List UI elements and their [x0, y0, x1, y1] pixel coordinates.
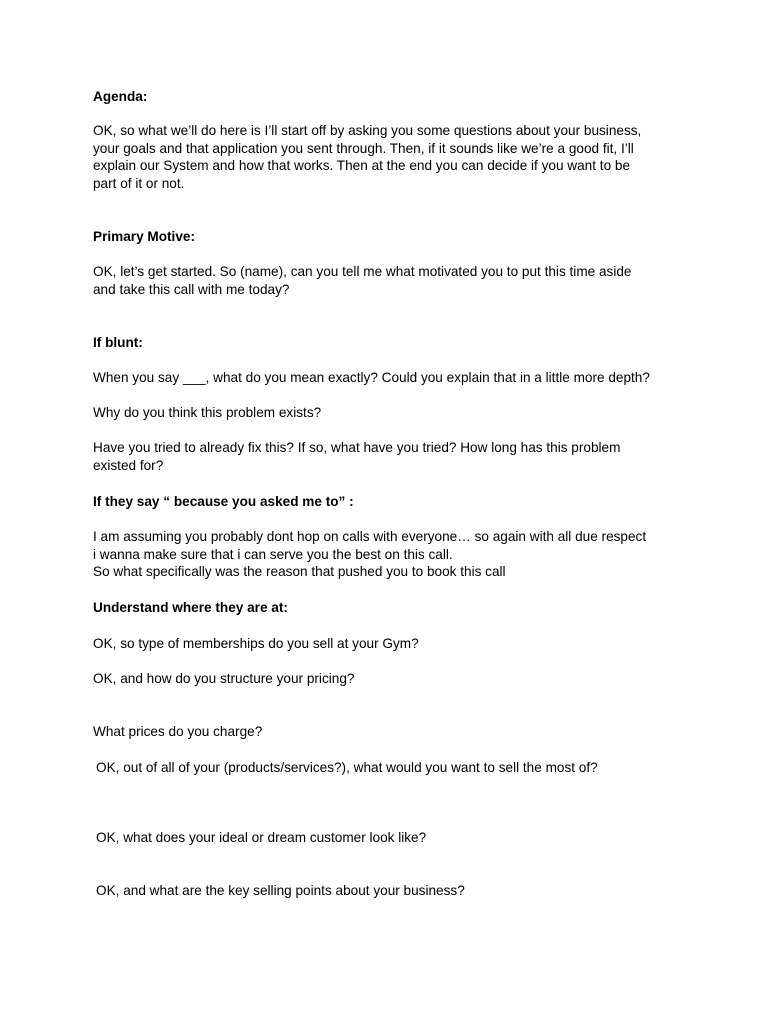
agenda-text: OK, so what we’ll do here is I’ll start off by asking you some questions about your business, your goals and that application you sent through. Then, if it sounds like we’re a good fit, I’ll explain our System and how that works. Then at the end you can decide if you want to be part of it or not. — [93, 123, 642, 191]
understand-question-4: OK, out of all of your (products/services?), what would you want to sell the most of? — [96, 760, 598, 775]
understand-question-3: What prices do you charge? — [93, 724, 263, 739]
primary-motive-text: OK, let’s get started. So (name), can you tell me what motivated you to put this time aside and take this call with me today? — [93, 264, 632, 297]
understand-question-2: OK, and how do you structure your pricing? — [93, 671, 355, 686]
understand-question-6: OK, and what are the key selling points about your business? — [96, 883, 465, 898]
if-blunt-heading: If blunt: — [93, 335, 143, 350]
agenda-heading: Agenda: — [93, 89, 148, 104]
primary-motive-heading: Primary Motive: — [93, 229, 195, 244]
if-blunt-question-1: When you say ___, what do you mean exactly? Could you explain that in a little more depth? — [93, 370, 650, 385]
because-text: I am assuming you probably dont hop on calls with everyone… so again with all due respect i wanna make sure that i can serve you the best on this call. So what specifically was the reason that pushed you to book this call — [93, 529, 647, 580]
understand-question-5: OK, what does your ideal or dream customer look like? — [96, 830, 427, 845]
because-heading: If they say “ because you asked me to” : — [93, 494, 354, 509]
if-blunt-question-2: Why do you think this problem exists? — [93, 405, 322, 420]
if-blunt-question-3: Have you tried to already fix this? If so, what have you tried? How long has this problem existed for? — [93, 440, 621, 473]
understand-question-1: OK, so type of memberships do you sell at your Gym? — [93, 636, 419, 651]
understand-heading: Understand where they are at: — [93, 600, 288, 615]
